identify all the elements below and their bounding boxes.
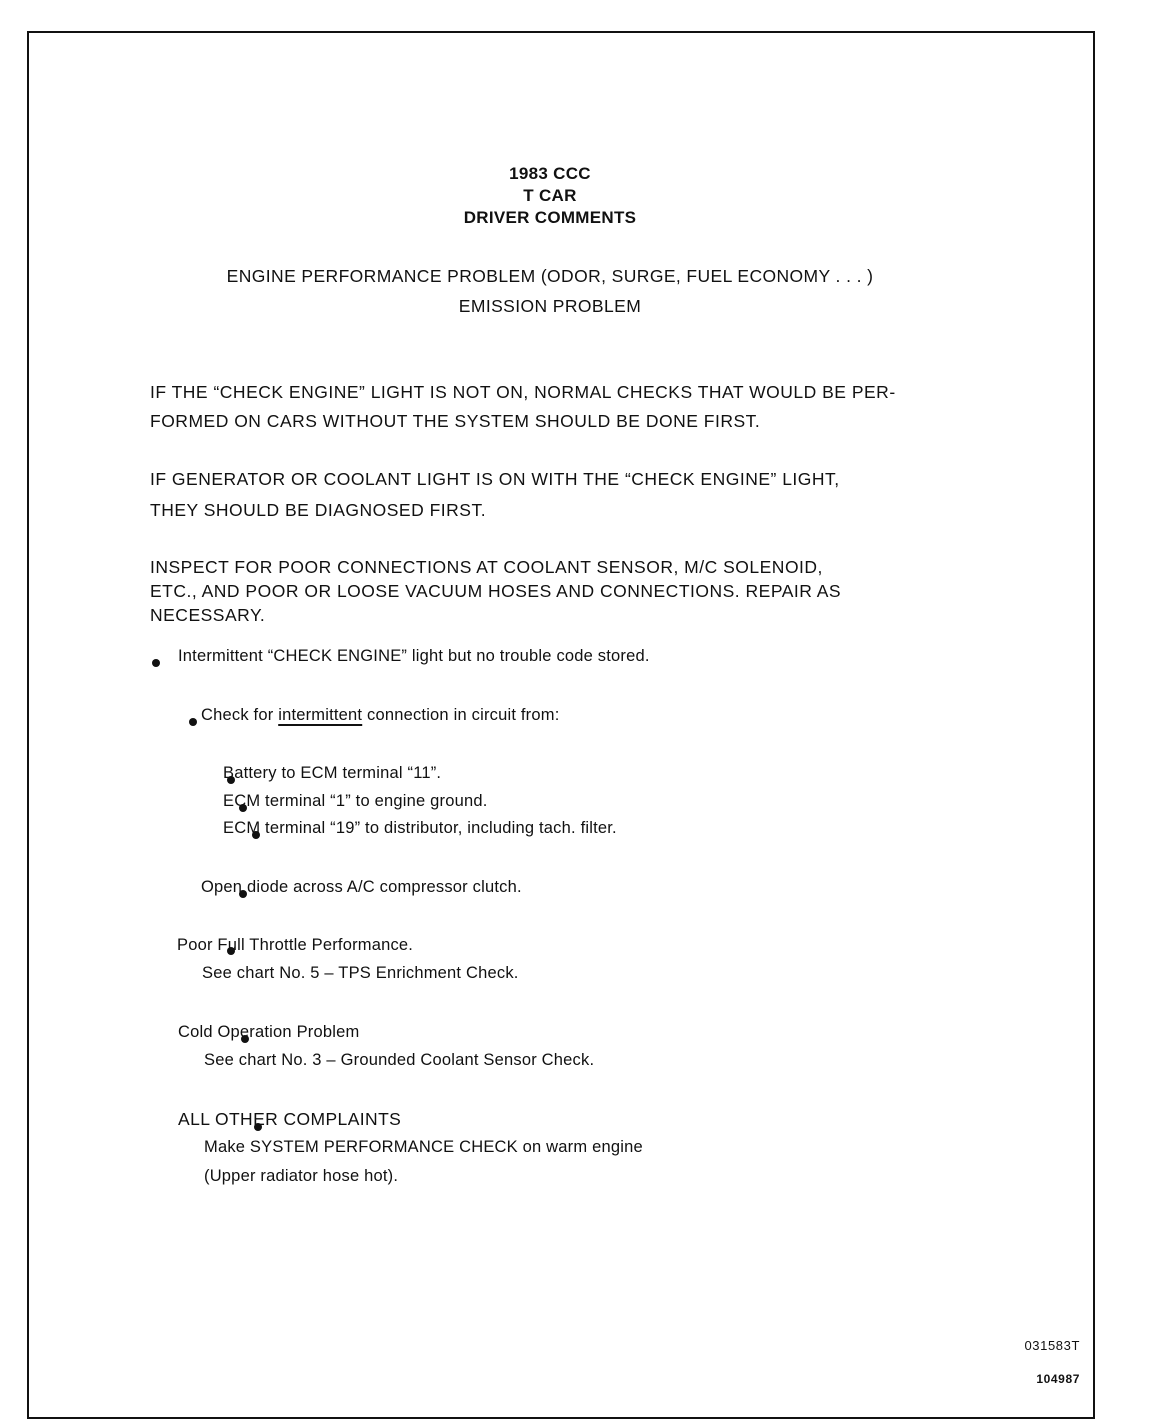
paragraph-1-line-2: FORMED ON CARS WITHOUT THE SYSTEM SHOULD BE DONE FIRST.	[150, 411, 761, 431]
item-all-other-complaints: ALL OTHER COMPLAINTS	[178, 1109, 402, 1129]
paragraph-2-line-2: THEY SHOULD BE DIAGNOSED FIRST.	[150, 500, 487, 520]
item-cold-operation: Cold Operation Problem	[178, 1023, 360, 1041]
header-year-system: 1983 CCC	[509, 164, 591, 183]
footer-code-2: 104987	[1036, 1372, 1080, 1386]
paragraph-3-line-1: INSPECT FOR POOR CONNECTIONS AT COOLANT SENSOR, M/C SOLENOID,	[150, 557, 823, 577]
header-driver-comments: DRIVER COMMENTS	[463, 208, 637, 227]
paragraph-1-line-1: IF THE “CHECK ENGINE” LIGHT IS NOT ON, NORMAL CHECKS THAT WOULD BE PER-	[150, 382, 896, 402]
paragraph-2-line-1: IF GENERATOR OR COOLANT LIGHT IS ON WITH THE “CHECK ENGINE” LIGHT,	[150, 469, 840, 489]
check-prefix: Check for	[201, 706, 279, 724]
item-battery-to-ecm: Battery to ECM terminal “11”.	[223, 764, 442, 782]
item-all-other-detail-2: (Upper radiator hose hot).	[204, 1167, 399, 1185]
item-intermittent-check-engine: Intermittent “CHECK ENGINE” light but no trouble code stored.	[178, 647, 650, 665]
check-suffix: connection in circuit from:	[362, 706, 560, 724]
item-cold-operation-detail: See chart No. 3 – Grounded Coolant Sensor Check.	[204, 1051, 595, 1069]
bullet-icon	[152, 659, 160, 667]
header-car: T CAR	[523, 186, 577, 205]
check-underlined-word: intermittent	[278, 706, 363, 724]
item-all-other-detail-1: Make SYSTEM PERFORMANCE CHECK on warm engine	[204, 1138, 643, 1156]
footer-code-1: 031583T	[1024, 1338, 1080, 1353]
item-ecm-to-distributor: ECM terminal “19” to distributor, including tach. filter.	[223, 819, 617, 837]
item-ecm-to-ground: ECM terminal “1” to engine ground.	[223, 792, 488, 810]
item-open-diode: Open diode across A/C compressor clutch.	[201, 878, 522, 896]
subheader-emission-problem: EMISSION PROBLEM	[458, 296, 642, 316]
paragraph-3-line-3: NECESSARY.	[150, 605, 266, 625]
item-check-intermittent-connection	[201, 706, 559, 725]
paragraph-3-line-2: ETC., AND POOR OR LOOSE VACUUM HOSES AND CONNECTIONS. REPAIR AS	[150, 581, 842, 601]
item-poor-full-throttle-detail: See chart No. 5 – TPS Enrichment Check.	[202, 964, 519, 982]
page-border	[27, 31, 1095, 1419]
item-poor-full-throttle: Poor Full Throttle Performance.	[177, 936, 414, 954]
subheader-engine-performance: ENGINE PERFORMANCE PROBLEM (ODOR, SURGE, FUEL ECONOMY . . . )	[226, 266, 874, 286]
